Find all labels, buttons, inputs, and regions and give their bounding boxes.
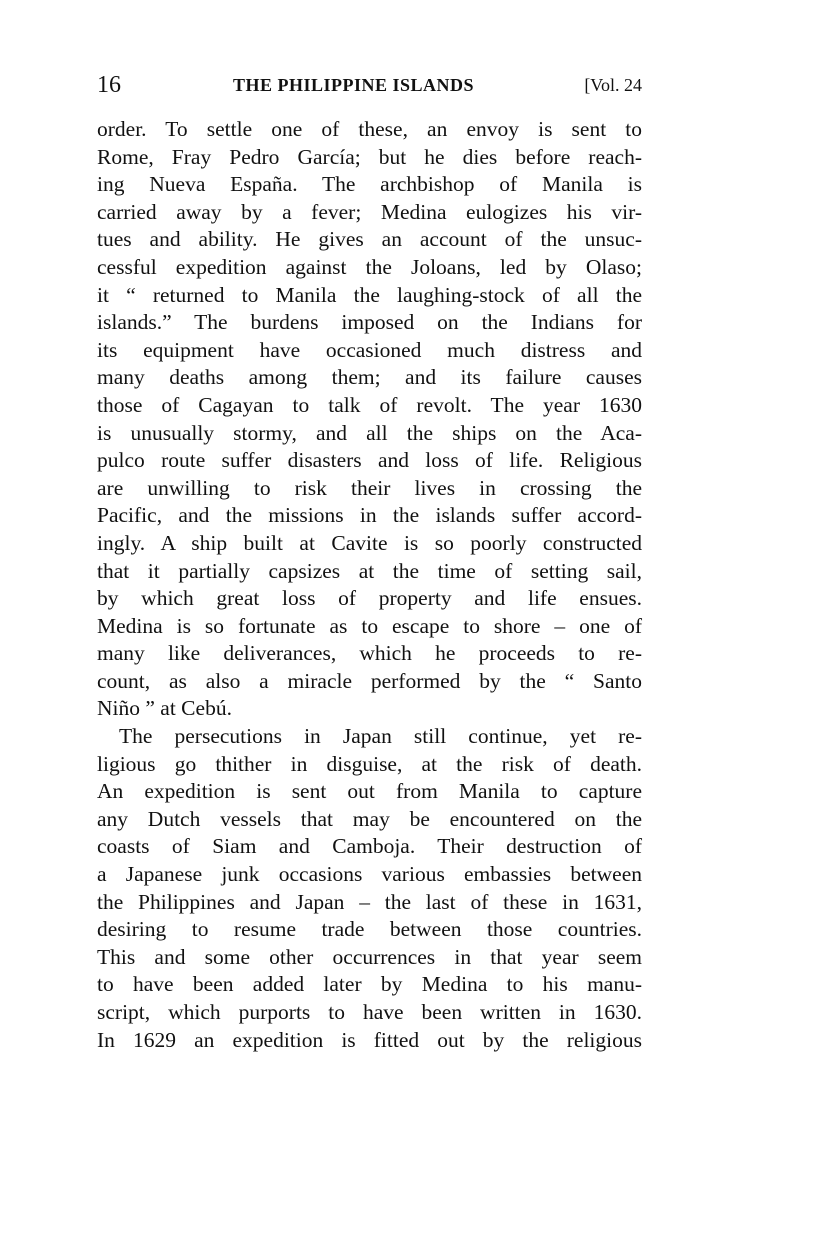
page-number: 16 — [97, 72, 121, 98]
volume-label: [Vol. 24 — [584, 75, 642, 95]
text-line: it “ returned to Manila the laughing-stock of all the — [97, 282, 642, 307]
text-line: are unwilling to risk their lives in crossing the — [97, 475, 642, 500]
text-line: script, which purports to have been written in 1630. — [97, 1000, 642, 1024]
text-line: the Philippines and Japan – the last of these in 1631, — [97, 889, 642, 914]
text-line: The persecutions in Japan still continue, yet re- — [119, 724, 642, 749]
text-line: a Japanese junk occasions various embassies between — [97, 862, 642, 887]
text-line: any Dutch vessels that may be encountered on the — [97, 806, 642, 831]
text-line: ingly. A ship built at Cavite is so poorly constructed — [97, 530, 642, 555]
text-line: is unusually stormy, and all the ships on the Aca- — [97, 420, 642, 445]
paragraph-1 — [97, 116, 642, 723]
text-line: that it partially capsizes at the time of setting sail, — [97, 558, 642, 583]
text-line: order. To settle one of these, an envoy is sent to — [97, 117, 642, 141]
text-line: to have been added later by Medina to his manu- — [97, 972, 642, 997]
text-line: those of Cagayan to talk of revolt. The year 1630 — [97, 392, 642, 417]
text-line: its equipment have occasioned much distress and — [97, 337, 642, 362]
text-line: Rome, Fray Pedro García; but he dies before reach- — [97, 144, 642, 169]
body-text — [97, 116, 642, 1054]
text-line: Niño ” at Cebú. — [97, 696, 232, 721]
text-line: ligious go thither in disguise, at the risk of death. — [97, 751, 642, 776]
text-line: carried away by a fever; Medina eulogizes his vir- — [97, 199, 642, 224]
running-head — [97, 70, 642, 100]
text-line: tues and ability. He gives an account of the unsuc- — [97, 227, 642, 252]
text-line: Medina is so fortunate as to escape to shore – one of — [97, 613, 642, 638]
text-line: cessful expedition against the Joloans, led by Olaso; — [97, 254, 642, 279]
text-line: by which great loss of property and life ensues. — [97, 586, 642, 611]
paragraph-2 — [97, 723, 642, 1054]
text-line: This and some other occurrences in that year seem — [97, 944, 642, 969]
text-line: pulco route suffer disasters and loss of life. Religious — [97, 448, 642, 473]
text-line: many deaths among them; and its failure causes — [97, 365, 642, 390]
text-line: desiring to resume trade between those countries. — [97, 917, 642, 942]
text-line: many like deliverances, which he proceeds to re- — [97, 641, 642, 666]
text-line: Pacific, and the missions in the islands suffer accord- — [97, 503, 642, 528]
text-line: In 1629 an expedition is fitted out by the religious — [97, 1027, 642, 1052]
text-line: coasts of Siam and Camboja. Their destruction of — [97, 834, 642, 859]
text-line: ing Nueva España. The archbishop of Manila is — [97, 172, 642, 197]
running-title: THE PHILIPPINE ISLANDS — [233, 75, 475, 95]
text-line: islands.” The burdens imposed on the Indians for — [97, 310, 642, 335]
text-line: count, as also a miracle performed by the “ Santo — [97, 668, 642, 693]
text-line: An expedition is sent out from Manila to capture — [97, 779, 642, 804]
